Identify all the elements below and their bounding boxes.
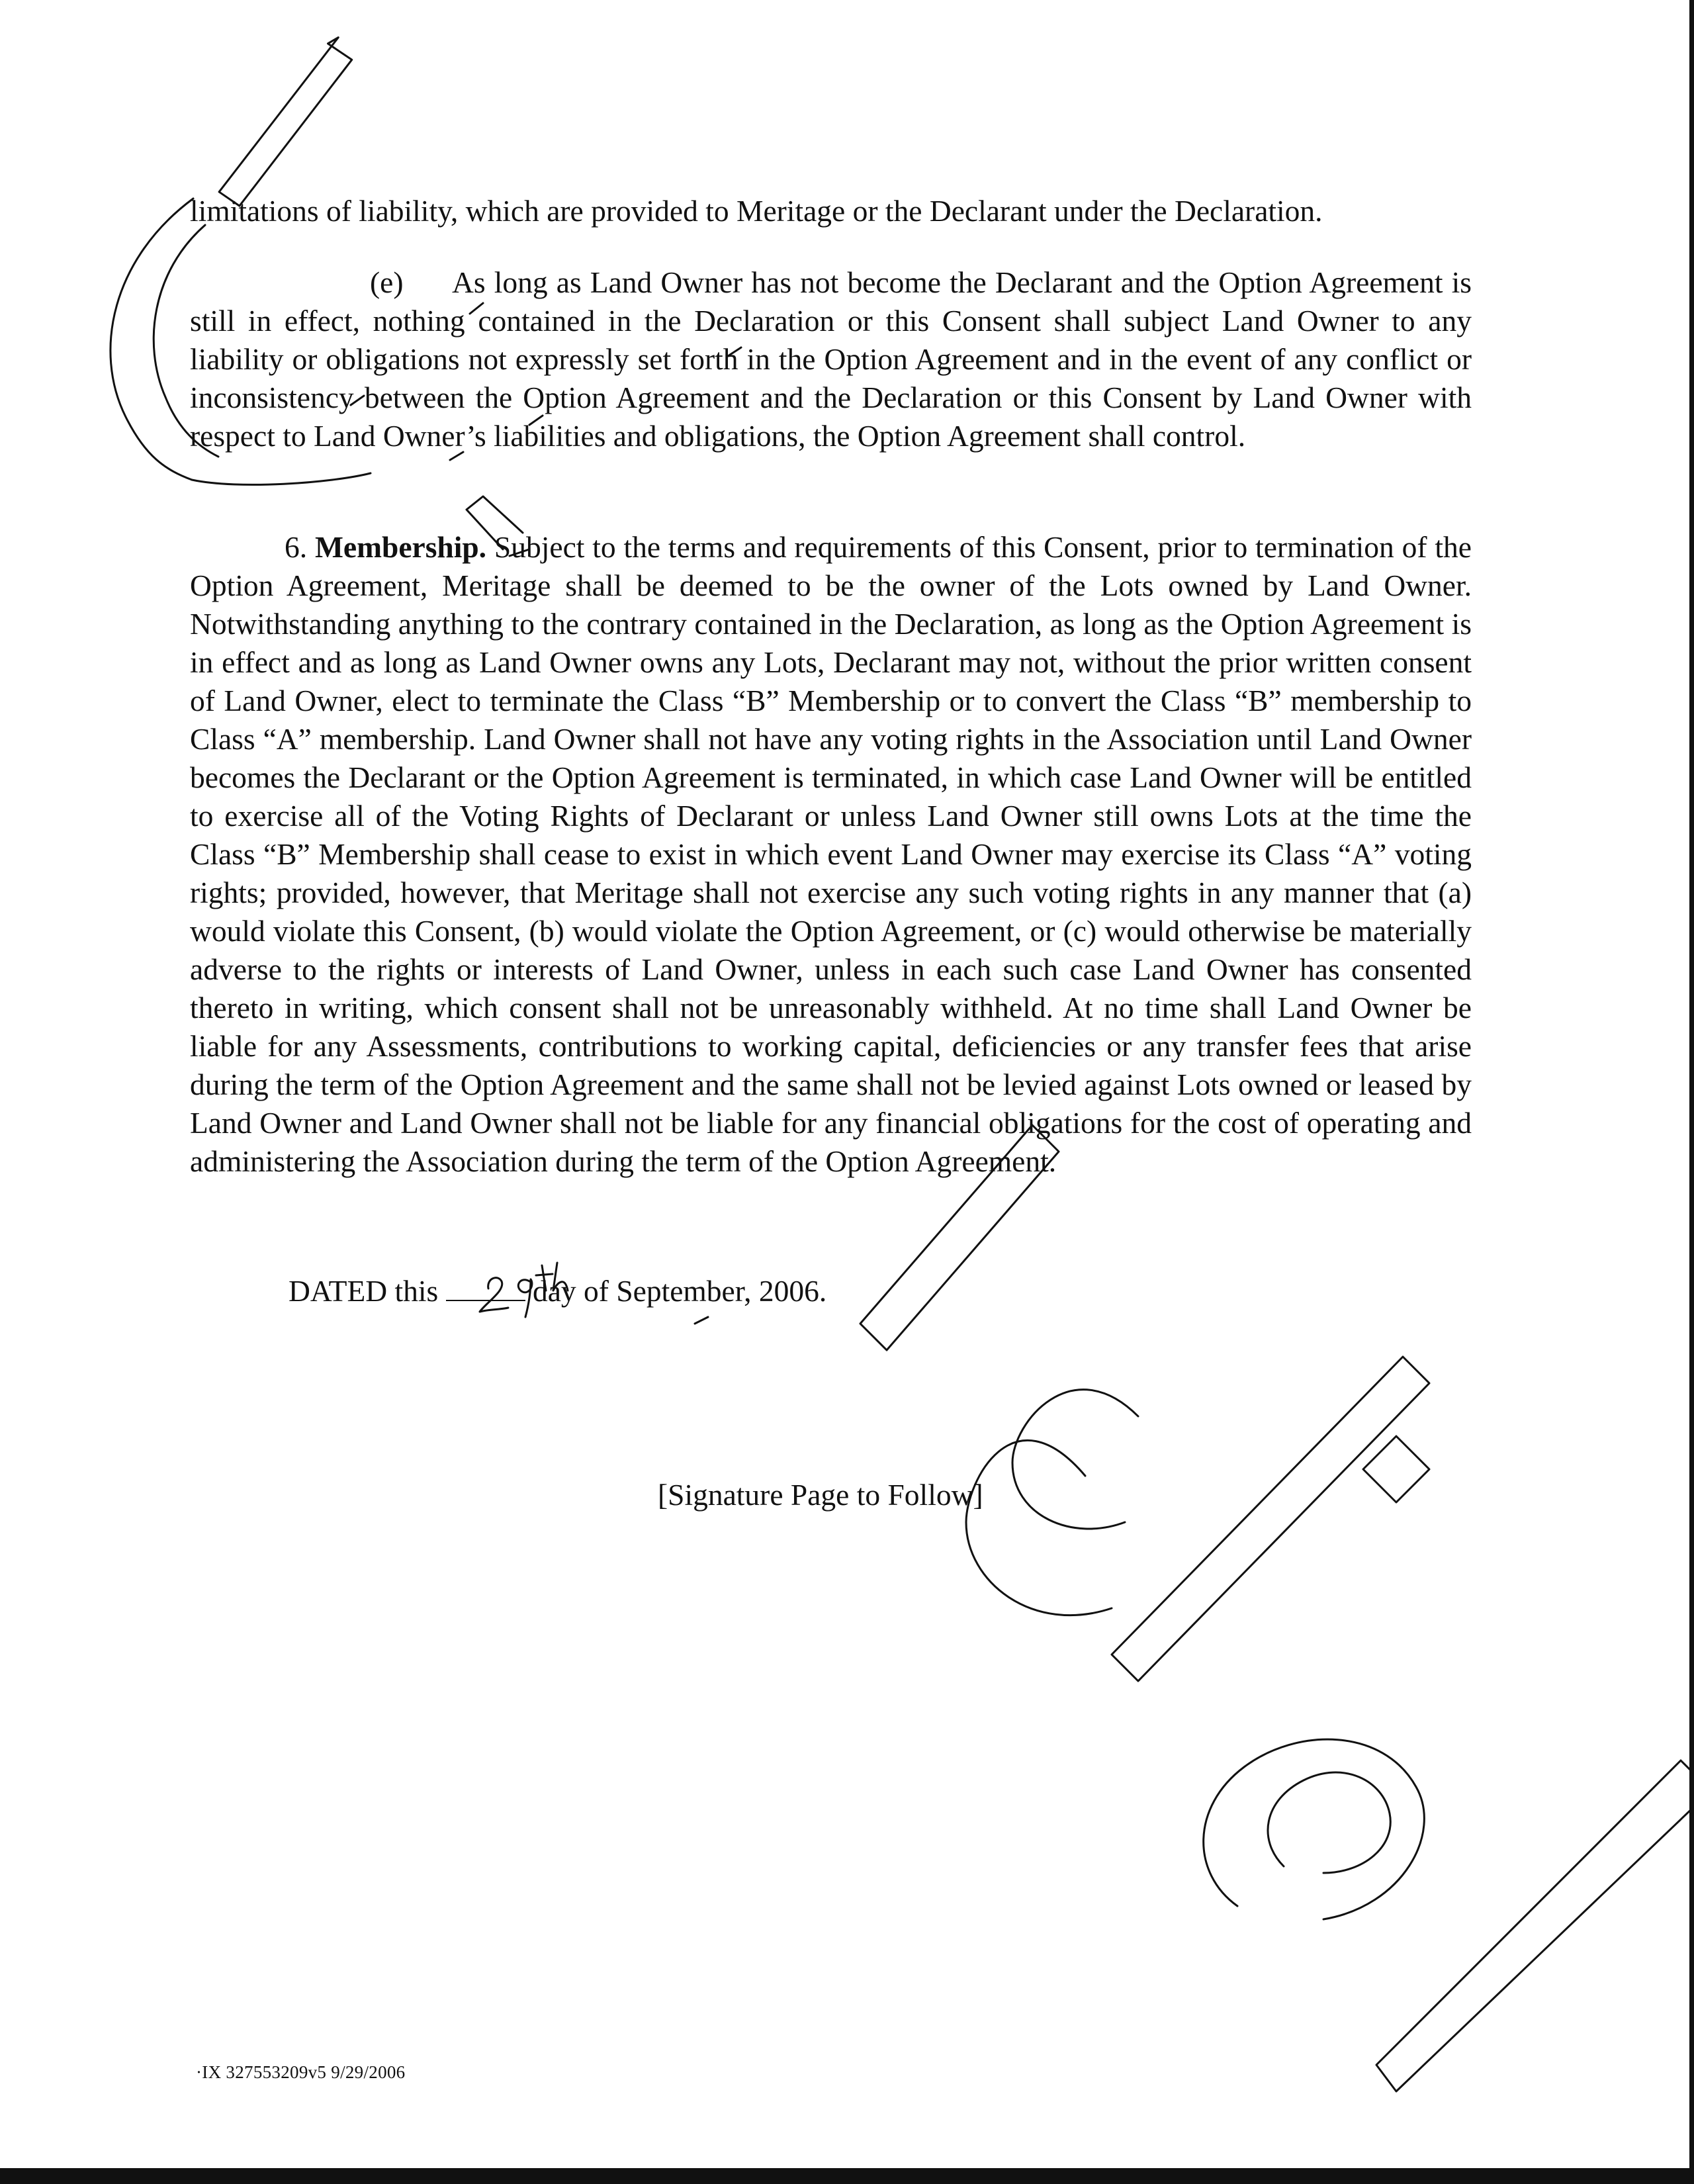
paragraph-e xyxy=(190,263,1472,455)
dated-suffix: day of September, 2006. xyxy=(532,1274,827,1308)
section-6-number: 6. xyxy=(285,530,308,564)
paragraph-e-text: As long as Land Owner has not become the Declarant and the Option Agreement is still in effect, nothing contained in the Declaration or this Consent shall subject Land Owner to any liability or obligations not expressly set forth in the Option Agreement and in the event of any conflict or inconsistency between the Option Agreement and the Declaration or this Consent by Land Owner with respect to Land Owner’s liabilities and obligations, the Option Agreement shall control. xyxy=(190,265,1472,453)
stamp-i-stroke xyxy=(1112,1357,1429,1681)
stamp-arc-left xyxy=(111,199,193,480)
stamp-dot xyxy=(1363,1436,1429,1502)
stamp-stroke-top-left xyxy=(191,36,380,210)
dated-line xyxy=(289,1271,826,1310)
paragraph-e-label: (e) xyxy=(370,265,404,299)
stamp-letter-c-outer xyxy=(966,1440,1112,1615)
dated-prefix: DATED this xyxy=(289,1274,439,1308)
section-6-heading: Membership. xyxy=(314,530,487,564)
stamp-letter-l xyxy=(1376,1760,1694,2091)
stamp-bottom-left xyxy=(192,473,371,484)
paragraph-d-text: limitations of liability, which are provided to Meritage or the Declarant under the Declaration. xyxy=(190,194,1323,228)
section-6-membership xyxy=(190,528,1472,1181)
stamp-letter-a-inner xyxy=(1268,1772,1390,1873)
stamp-letter-c-inner xyxy=(1012,1390,1138,1529)
stamp-letter-a-outer xyxy=(1204,1739,1425,1919)
footer-document-id: ·IX 327553209v5 9/29/2006 xyxy=(196,2062,406,2082)
date-day-field xyxy=(446,1271,525,1301)
page-edge-right xyxy=(1689,0,1694,2184)
page-edge-bottom xyxy=(0,2168,1694,2184)
paragraph-d-tail xyxy=(190,192,1472,230)
signature-page-note: [Signature Page to Follow] xyxy=(658,1478,983,1512)
section-6-text: Subject to the terms and requirements of this Consent, prior to termination of the Option Agreement, Meritage shall be deemed to be the owner of the Lots owned by Land Owner. Notwithstanding anything to the contrary contained in the Declaration, as long as the Option Agreement is in effect and as long as Land Owner owns any Lots, Declarant may not, without the prior written consent of Land Owner, elect to terminate the Class “B” Membership or to convert the Class “B” membership to Class “A” membership. Land Owner shall not have any voting rights in the Association until Land Owner becomes the Declarant or the Option Agreement is terminated, in which case Land Owner will be entitled to exercise all of the Voting Rights of Declarant or unless Land Owner still owns Lots at the time the Class “B” Membership shall cease to exist in which event Land Owner may exercise its Class “A” voting rights; provided, however, that Meritage shall not exercise any such voting rights in any manner that (a) would violate this Consent, (b) would violate the Option Agreement, or (c) would otherwise be materially adverse to the rights or interests of Land Owner, unless in each such case Land Owner has consented thereto in writing, which consent shall not be unreasonably withheld. At no time shall Land Owner be liable for any Assessments, contributions to working capital, deficiencies or any transfer fees that arise during the term of the Option Agreement and the same shall not be levied against Lots owned or leased by Land Owner and Land Owner shall not be liable for any financial obligations for the cost of operating and administering the Association during the term of the Option Agreement. xyxy=(190,530,1472,1178)
